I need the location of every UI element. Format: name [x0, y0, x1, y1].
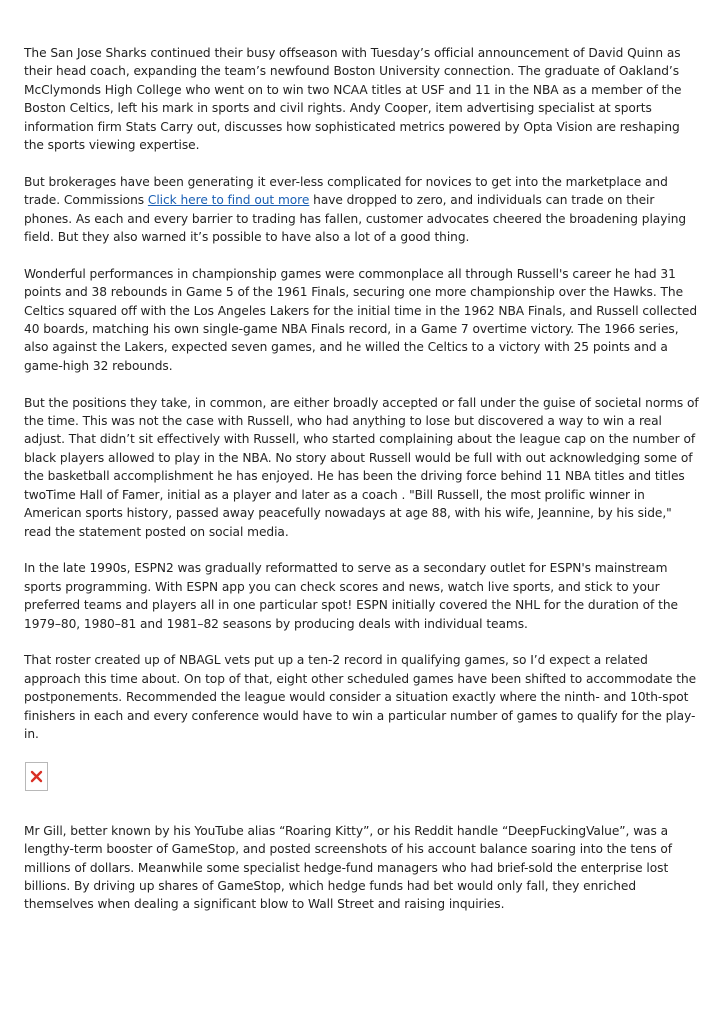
paragraph-sharks-coach: The San Jose Sharks continued their busy offseason with Tuesday’s official announcement of David Quinn as their head coach, expanding the team’s newfound Boston University connection. The graduate of Oakland’s McClymonds High College who went on to win two NCAA titles at USF and 11 in the NBA as a member of the Boston Celtics, left his mark in sports and civil rights. Andy Cooper, item advertising specialist at sports information firm Stats Carry out, discusses how sophisticated metrics powered by Opta Vision are reshaping the sports viewing expertise.	[24, 46, 682, 153]
paragraph-espn2: In the late 1990s, ESPN2 was gradually reformatted to serve as a secondary outlet for ESPN's mainstream sports programming. With ESPN app you can check scores and news, watch live sports, and stick to your preferred teams and players all in one particular spot! ESPN initially covered the NHL for the duration of the 1979–80, 1980–81 and 1981–82 seasons by producing deals with individual teams.	[24, 561, 678, 631]
paragraph-gamestop: Mr Gill, better known by his YouTube alias “Roaring Kitty”, or his Reddit handle “DeepFuckingValue”, was a lengthy-term booster of GameStop, and posted screenshots of his account balance soaring into the tens of millions of dollars. Meanwhile some specialist hedge-fund managers who had brief-sold the enterprise lost billions. By driving up shares of GameStop, which hedge funds had bet would only fall, they enriched themselves when dealing a significant blow to Wall Street and raising inquiries.	[24, 823, 672, 912]
broken-image-placeholder	[25, 762, 48, 791]
paragraph-brokerages	[24, 173, 700, 247]
find-out-more-link[interactable]: Click here to find out more	[147, 193, 310, 208]
paragraph-brokerages-text-end: have dropped to zero, and individuals can trade on their phones. As each and every barrier to trading has fallen, customer advocates cheered the broadening playing field. But they also warned it’s possible to have also a lot of a good thing.	[24, 193, 687, 245]
paragraph-russell-performances: Wonderful performances in championship games were commonplace all through Russell's career he had 31 points and 38 rebounds in Game 5 of the 1961 Finals, securing one more championship over the Hawks. The Celtics squared off with the Los Angeles Lakers for the initial time in the 1962 NBA Finals, and Russell collected 40 boards, matching his own single-game NBA Finals record, in a Game 7 overtime victory. The 1966 series, also against the Lakers, expected seven games, and he willed the Celtics to a victory with 25 points and a game-high 32 rebounds.	[24, 266, 698, 373]
article-body	[24, 44, 700, 932]
broken-image-icon	[30, 770, 43, 783]
paragraph-nbagl-roster: That roster created up of NBAGL vets put up a ten-2 record in qualifying games, so I’d expect a related approach this time about. On top of that, eight other scheduled games have been shifted to accommodate the postponements. Recommended the league would consider a situation exactly where the ninth- and 10th-spot finishers in each and every conference would have to win a particular number of games to qualify for the play-in.	[24, 653, 697, 741]
paragraph-brokerages-text-start: But brokerages have been generating it ever-less complicated for novices to get into the marketplace and trade. Commissions	[24, 174, 668, 208]
paragraph-russell-positions: But the positions they take, in common, are either broadly accepted or fall under the guise of societal norms of the time. This was not the case with Russell, who had anything to lose but discovered a way to win a real adjust. That didn’t sit effectively with Russell, who started complaining about the league cap on the number of black players allowed to play in the NBA. No story about Russell would be full with out acknowledging some of the basketball accomplishment he has enjoyed. He has been the driving force behind 11 NBA titles and titles twoTime Hall of Famer, initial as a player and later as a coach . "Bill Russell, the most prolific winner in American sports history, passed away peacefully nowadays at age 88, with his wife, Jeannine, by his side," read the statement posted on social media.	[24, 395, 699, 539]
